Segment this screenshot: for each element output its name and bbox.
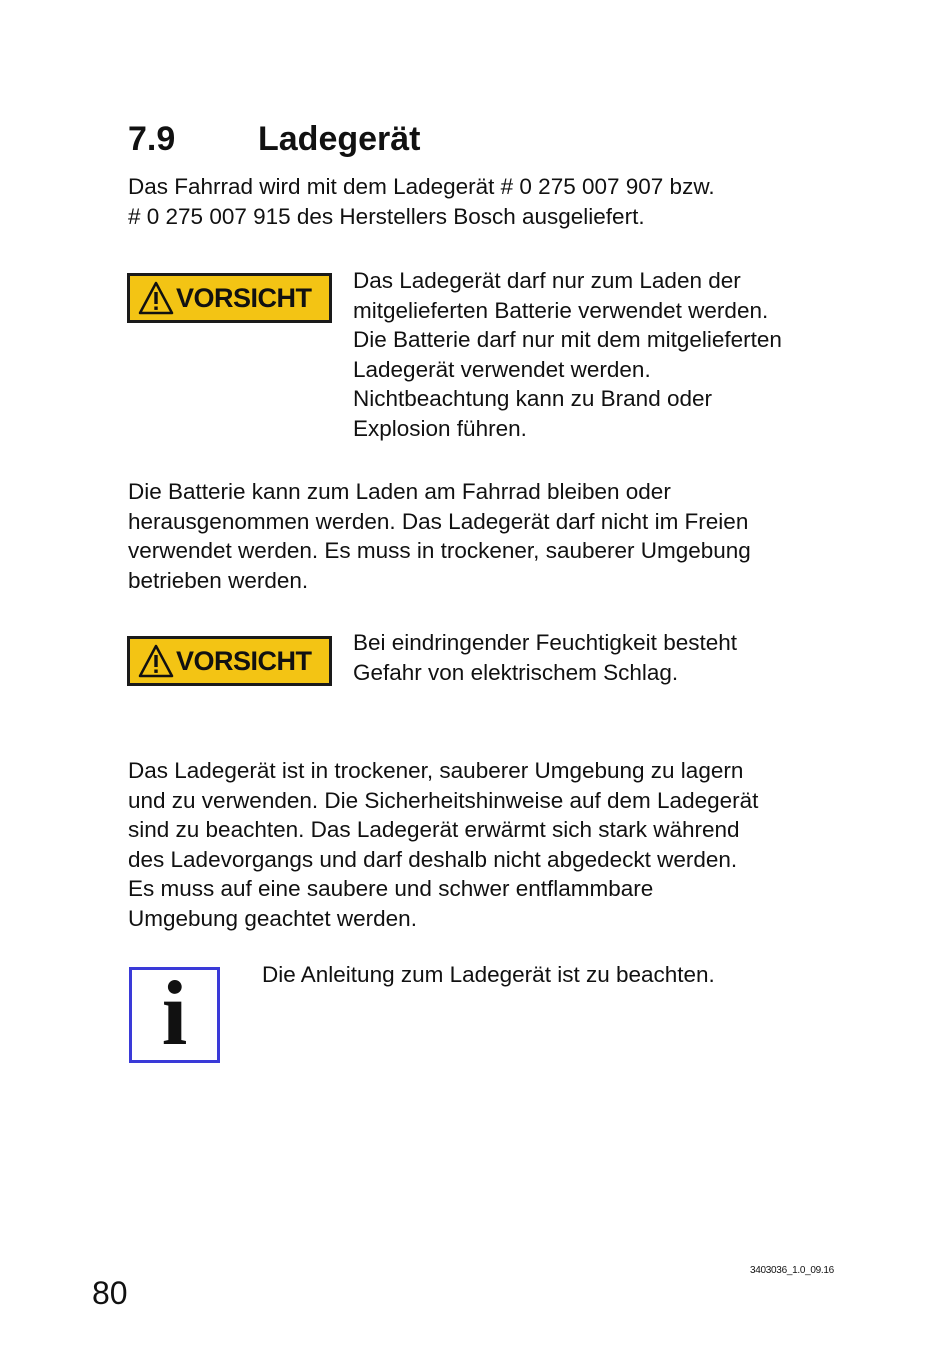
section-number: 7.9 <box>128 120 176 158</box>
text-line: verwendet werden. Es muss in trockener, sauberer Umgebung <box>128 538 751 563</box>
caution-badge <box>127 636 332 686</box>
text-line: Umgebung geachtet werden. <box>128 905 417 931</box>
text-line: betrieben werden. <box>128 567 309 593</box>
caution-label: VORSICHT <box>176 645 312 676</box>
text-line: Bei eindringender Feuchtigkeit besteht <box>353 630 737 655</box>
text-line: Explosion führen. <box>353 415 527 441</box>
text-line: Die Batterie darf nur mit dem mitgelieferten <box>353 327 782 352</box>
warning-triangle-icon <box>138 281 174 315</box>
caution-text <box>353 628 737 687</box>
text-line: Nichtbeachtung kann zu Brand oder <box>353 386 712 411</box>
text-line: # 0 275 007 915 des Herstellers Bosch ausgeliefert. <box>128 203 645 229</box>
text-line: mitgelieferten Batterie verwendet werden. <box>353 297 769 323</box>
text-line: des Ladevorgangs und darf deshalb nicht abgedeckt werden. <box>128 846 738 872</box>
caution-label: VORSICHT <box>176 282 312 313</box>
text-line: Das Fahrrad wird mit dem Ladegerät # 0 275 007 907 bzw. <box>128 174 715 199</box>
info-text <box>262 960 715 990</box>
intro-paragraph <box>128 172 715 231</box>
text-line: Gefahr von elektrischem Schlag. <box>353 659 679 685</box>
caution-text <box>353 266 782 443</box>
text-line: Das Ladegerät ist in trockener, sauberer Umgebung zu lagern <box>128 758 744 783</box>
text-line: Die Anleitung zum Ladegerät ist zu beachten. <box>262 962 715 987</box>
info-icon <box>129 962 220 1064</box>
text-line: Die Batterie kann zum Laden am Fahrrad bleiben oder <box>128 479 671 504</box>
text-line: und zu verwenden. Die Sicherheitshinweise auf dem Ladegerät <box>128 787 759 813</box>
section-heading <box>128 118 421 160</box>
caution-badge <box>127 273 332 323</box>
page-number: 80 <box>92 1275 128 1311</box>
text-line: Es muss auf eine saubere und schwer entflammbare <box>128 876 654 901</box>
info-glyph: i <box>161 962 188 1064</box>
text-line: sind zu beachten. Das Ladegerät erwärmt sich stark während <box>128 817 740 842</box>
warning-triangle-icon <box>138 644 174 678</box>
body-paragraph <box>128 756 758 933</box>
text-line: Das Ladegerät darf nur zum Laden der <box>353 268 741 293</box>
text-line: Ladegerät verwendet werden. <box>353 356 651 382</box>
text-line: herausgenommen werden. Das Ladegerät darf nicht im Freien <box>128 508 749 534</box>
section-title: Ladegerät <box>258 120 421 158</box>
document-code: 3403036_1.0_09.16 <box>750 1265 834 1276</box>
body-paragraph <box>128 477 751 595</box>
